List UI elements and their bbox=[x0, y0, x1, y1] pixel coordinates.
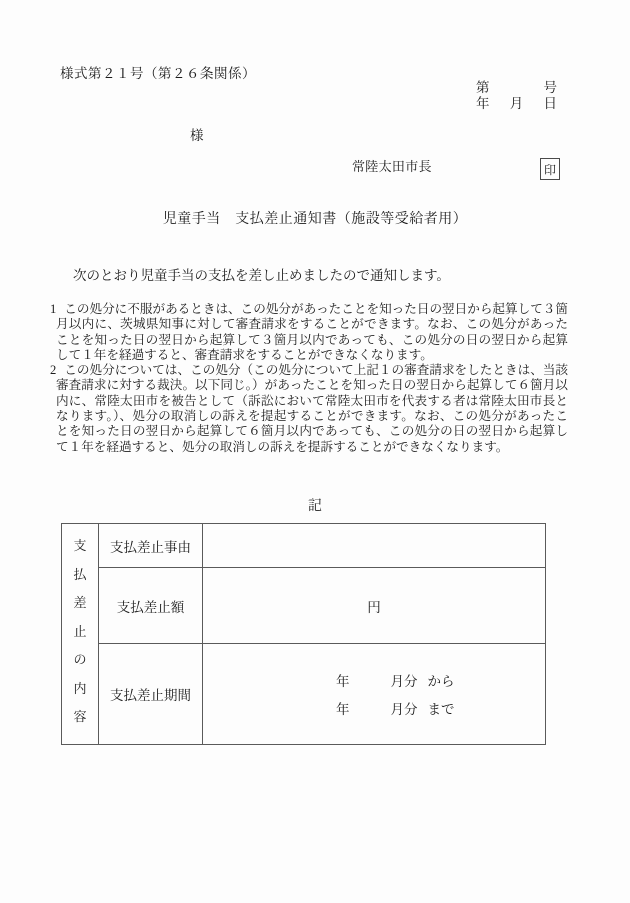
table-group-header bbox=[62, 524, 99, 744]
period-from-marker: から bbox=[427, 674, 455, 689]
addressee-suffix: 様 bbox=[190, 128, 204, 143]
period-to-year-label: 年 bbox=[336, 702, 350, 717]
group-header-char: 払 bbox=[73, 566, 87, 582]
group-header-char: 内 bbox=[73, 680, 87, 696]
period-to-line bbox=[336, 698, 455, 718]
payment-suspension-table bbox=[61, 523, 546, 745]
document-title: 児童手当 支払差止通知書（施設等受給者用） bbox=[162, 212, 468, 227]
label-suspension-amount: 支払差止額 bbox=[99, 568, 203, 643]
table-rows bbox=[99, 524, 545, 744]
doc-date-line bbox=[476, 96, 557, 112]
value-suspension-reason bbox=[203, 524, 545, 567]
note-number: 1 bbox=[50, 302, 57, 316]
note-item-appeal bbox=[50, 302, 568, 363]
group-header-char: 止 bbox=[73, 623, 87, 639]
label-suspension-period: 支払差止期間 bbox=[99, 644, 203, 744]
note-text: この処分については、この処分（この処分について上記１の審査請求をしたときは、当該審査請求に対する裁決。以下同じ。）があったことを知った日の翌日から起算して６箇月以内に、常陸太田市を被告として（訴訟において常陸太田市を代表する者は常陸太田市長となります。）、処分の取消しの訴えを提起することができます。なお、この処分があったことを知った日の翌日から起算して６箇月以内であっても、この処分の日の翌日から起算して１年を経過すると、処分の取消しの訴えを提訴することができなくなります。 bbox=[56, 363, 569, 454]
doc-meta-block bbox=[476, 80, 557, 111]
date-year-label: 年 bbox=[476, 95, 490, 111]
doc-number-suffix: 号 bbox=[543, 80, 557, 95]
value-suspension-amount bbox=[203, 568, 545, 643]
notes-list bbox=[50, 302, 568, 455]
table-row-amount bbox=[99, 568, 545, 644]
intro-text: 次のとおり児童手当の支払を差し止めましたので通知します。 bbox=[73, 268, 450, 283]
period-from-year-label: 年 bbox=[336, 674, 350, 689]
period-from-line bbox=[336, 670, 455, 690]
seal-box bbox=[540, 158, 560, 180]
note-item-lawsuit bbox=[50, 363, 568, 455]
amount-unit-label: 円 bbox=[367, 599, 381, 615]
period-to-marker: まで bbox=[427, 702, 455, 717]
label-suspension-reason: 支払差止事由 bbox=[99, 524, 203, 567]
form-number: 様式第２１号（第２６条関係） bbox=[60, 66, 256, 81]
date-month-label: 月 bbox=[509, 95, 524, 111]
note-number: 2 bbox=[50, 363, 57, 378]
group-header-char: 支 bbox=[73, 538, 87, 553]
group-header-char: 差 bbox=[73, 595, 87, 610]
record-heading: 記 bbox=[308, 499, 322, 514]
table-row-period bbox=[99, 644, 545, 744]
group-header-char: 容 bbox=[73, 709, 87, 724]
date-day-label: 日 bbox=[543, 95, 557, 111]
issuer-name: 常陸太田市長 bbox=[352, 159, 432, 174]
table-row-reason bbox=[99, 524, 545, 568]
doc-number-line bbox=[476, 80, 557, 96]
value-suspension-period bbox=[203, 644, 545, 744]
group-header-char: の bbox=[73, 652, 87, 667]
period-from-month-label: 月分 bbox=[390, 674, 418, 689]
doc-number-prefix: 第 bbox=[476, 80, 490, 95]
period-to-month-label: 月分 bbox=[390, 702, 418, 717]
note-text: この処分に不服があるときは、この処分があったことを知った日の翌日から起算して３箇月以内に、茨城県知事に対して審査請求をすることができます。なお、この処分があったことを知った日の翌日から起算して３箇月以内であっても、この処分の日の翌日から起算して１年を経過すると、審査請求をすることができなくなります。 bbox=[56, 302, 568, 362]
seal-label: 印 bbox=[543, 162, 556, 177]
